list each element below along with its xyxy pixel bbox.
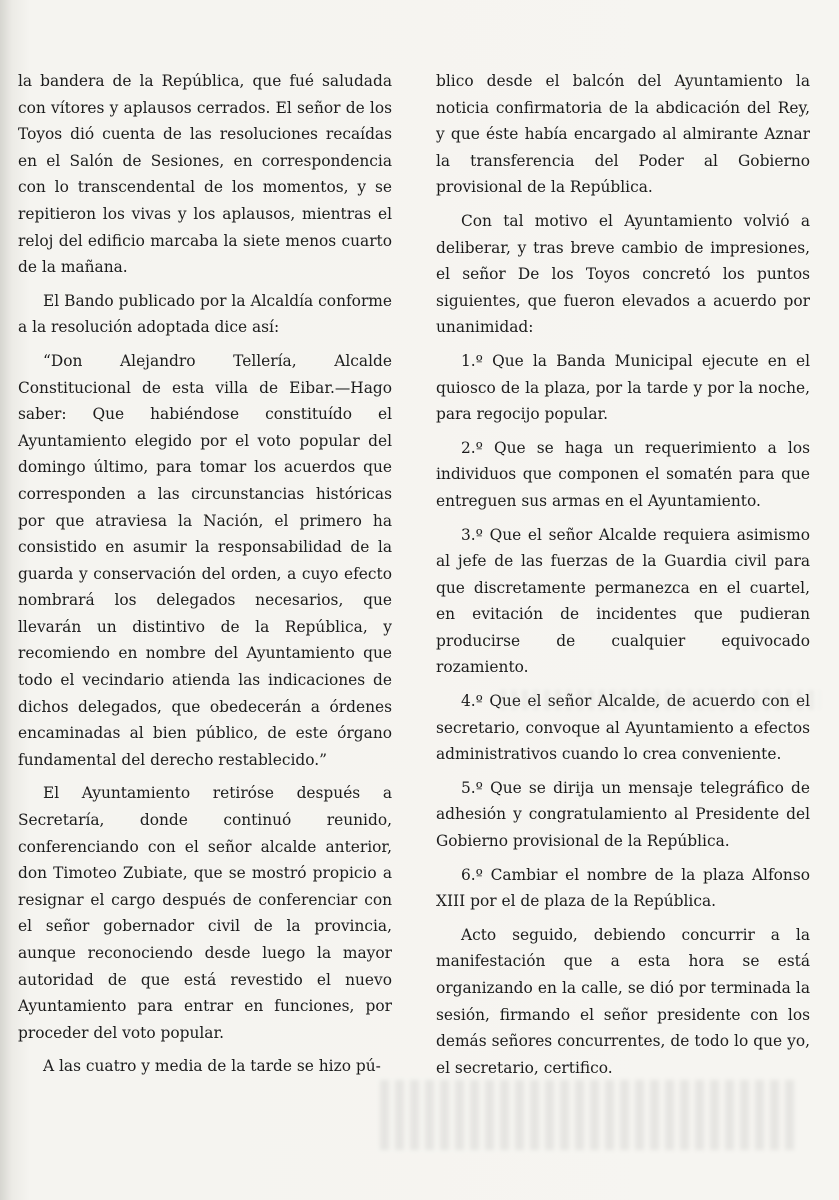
- show-through-smudge: [500, 690, 820, 710]
- agreement-item-5: 5.º Que se dirija un mensaje telegráfico de adhesión y congratulamiento al Presidente del Gobierno provisional de la República.: [436, 778, 810, 851]
- show-through-smudge: [380, 1080, 800, 1150]
- left-column: [18, 68, 392, 1087]
- paragraph: la bandera de la República, que fué saludada con vítores y aplausos cerrados. El señor de los Toyos dió cuenta de las resoluciones recaídas en el Salón de Sesiones, en correspondencia con lo transcendental de los momentos, y se repitieron los vivas y los aplausos, mientras el reloj del edificio marcaba la siete menos cuarto de la mañana.: [18, 72, 392, 277]
- right-column: [436, 68, 810, 1088]
- paragraph: Acto seguido, debiendo concurrir a la manifestación que a esta hora se está organizando en la calle, se dió por terminada la sesión, firmando el señor presidente con los demás señores concurrentes, de todo lo que yo, el secretario, certifico.: [436, 925, 810, 1077]
- agreement-item-1: 1.º Que la Banda Municipal ejecute en el quiosco de la plaza, por la tarde y por la noche, para regocijo popular.: [436, 351, 810, 424]
- agreement-item-3: 3.º Que el señor Alcalde requiera asimismo al jefe de las fuerzas de la Guardia civil para que discretamente permanezca en el cuartel, en evitación de incidentes que pudieran producirse de cualquier equivocado rozamiento.: [436, 525, 810, 677]
- agreement-item-6: 6.º Cambiar el nombre de la plaza Alfonso XIII por el de plaza de la República.: [436, 865, 810, 911]
- paragraph: El Bando publicado por la Alcaldía conforme a la resolución adoptada dice así:: [18, 291, 392, 337]
- paragraph: Con tal motivo el Ayuntamiento volvió a deliberar, y tras breve cambio de impresiones, el señor De los Toyos concretó los puntos siguientes, que fueron elevados a acuerdo por unanimidad:: [436, 211, 810, 337]
- paragraph: A las cuatro y media de la tarde se hizo pú-: [43, 1057, 381, 1076]
- agreement-item-4: 4.º Que el señor Alcalde, de acuerdo con el secretario, convoque al Ayuntamiento a efectos administrativos cuando lo crea conveniente.: [436, 692, 810, 764]
- agreement-item-2: 2.º Que se haga un requerimiento a los individuos que componen el somatén para que entreguen sus armas en el Ayuntamiento.: [436, 438, 810, 510]
- paragraph: blico desde el balcón del Ayuntamiento la noticia confirmatoria de la abdicación del Rey, y que éste había encargado al almirante Aznar la transferencia del Poder al Gobierno provisional de la República.: [436, 72, 810, 197]
- bando-quote: “Don Alejandro Tellería, Alcalde Constitucional de esta villa de Eibar.—Hago saber: Que habiéndose constituído el Ayuntamiento elegido por el voto popular del domingo último, para tomar los acuerdos que corresponden a las circunstancias históricas por que atraviesa la Nación, el primero ha consistido en asumir la responsabilidad de la guarda y conservación del orden, a cuyo efecto nombrará los delegados necesarios, que llevarán un distintivo de la República, y recomiendo en nombre del Ayuntamiento que todo el vecindario atienda las indicaciones de dichos delegados, que obedecerán a órdenes encaminadas al bien público, de este órgano fundamental del derecho restablecido.”: [18, 351, 392, 769]
- paragraph: El Ayuntamiento retiróse después a Secretaría, donde continuó reunido, conferenciando con el señor alcalde anterior, don Timoteo Zubiate, que se mostró propicio a resignar el cargo después de conferenciar con el señor gobernador civil de la provincia, aunque reconociendo desde luego la mayor autoridad de que está revestido el nuevo Ayuntamiento para entrar en funciones, por proceder del voto popular.: [18, 784, 392, 1042]
